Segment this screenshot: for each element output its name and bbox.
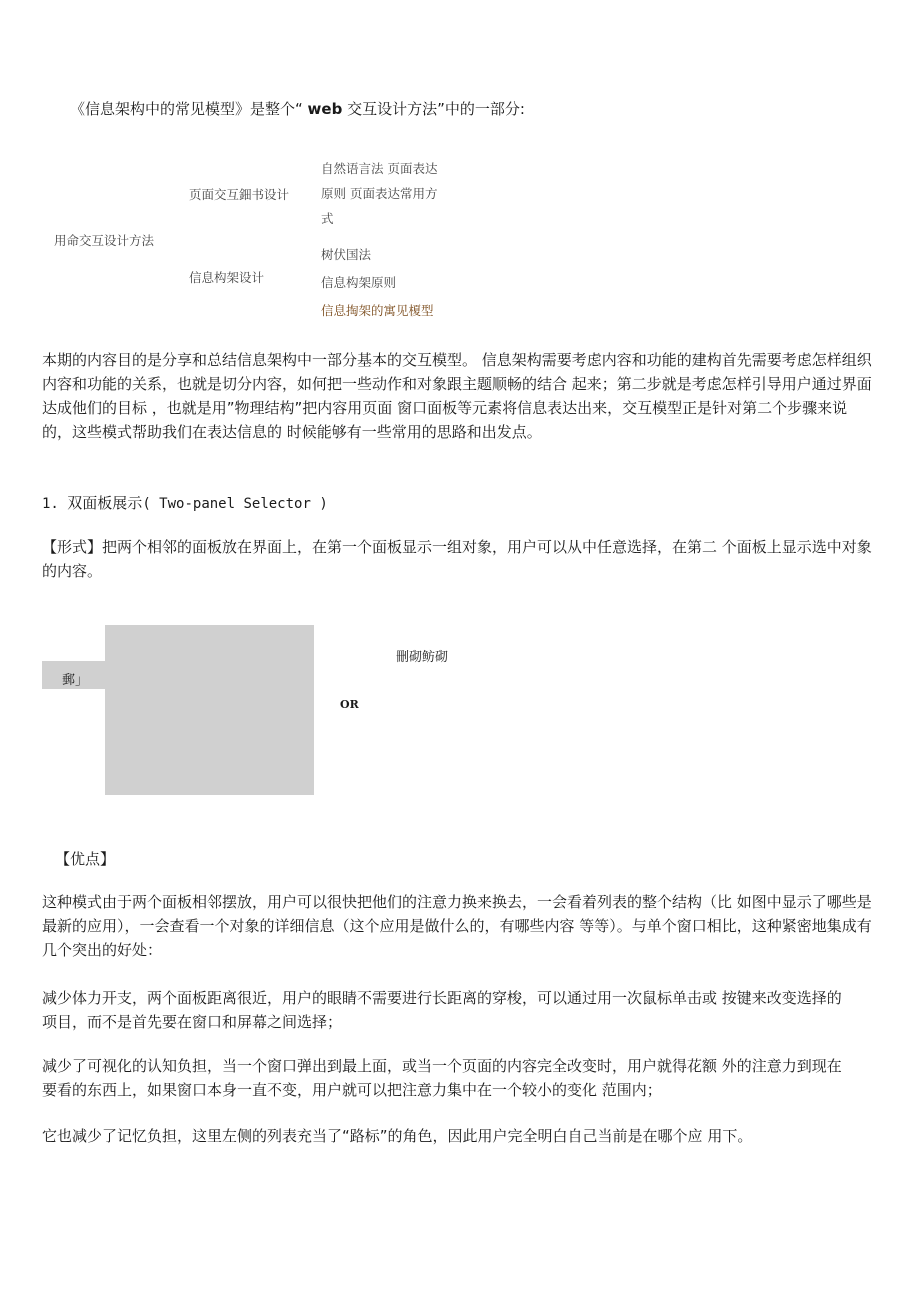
section-title-en: ( Two-panel Selector ) xyxy=(142,496,328,512)
section-title-cn: 双面板展示 xyxy=(67,494,143,512)
merits-heading: 【优点】 xyxy=(55,850,116,868)
merit-paragraph: 这种模式由于两个面板相邻摆放，用户可以很快把他们的注意力换来换去，一会看着列表的整个结构（比 如图中显示了哪些是最新的应用），一会查看一个对象的详细信息（这个应用是做什么的，有哪些内容 等等）。与单个窗口相比，这种紧密地集成有几个突出的好处： xyxy=(42,893,872,959)
section-number: 1. xyxy=(42,496,59,512)
form-paragraph: 【形式】把两个相邻的面板放在界面上，在第一个面板显示一组对象，用户可以从中任意选择，在第二 个面板上显示选中对象的内容。 xyxy=(42,538,872,580)
tree-branch-1: 页面交互鈿书设计 xyxy=(189,187,290,202)
benefit-2: 减少了可视化的认知负担，当一个窗口弹出到最上面，或当一个页面的内容完全改变时，用户就得花额 外的注意力到现在要看的东西上，如果窗口本身一直不变，用户就可以把注意力集中在一个较小的变化 范围内； xyxy=(42,1057,842,1099)
figure-right-label: 刪砌鲂砌 xyxy=(396,650,449,665)
benefit-1: 减少体力开支，两个面板距离很近，用户的眼睛不需要进行长距离的穿梭，可以通过用一次鼠标单击或 按键来改变选择的项目，而不是首先要在窗口和屏幕之间选择； xyxy=(42,989,842,1031)
tree-leaf: 树伏国法 xyxy=(321,247,372,262)
figure-or-label: OR xyxy=(340,698,359,711)
tree-branch-1-leaves: 自然语言法 页面表达原则 页面表达常用方式 xyxy=(321,161,438,226)
benefit-3: 它也减少了记忆负担，这里左侧的列表充当了“路标”的角色，因此用户完全明白自己当前是在哪个应 用下。 xyxy=(42,1127,753,1145)
figure-panel-top xyxy=(105,625,314,661)
tree-root: 用命交互设计方法 xyxy=(54,233,155,248)
figure-left-label: 郵」 xyxy=(62,673,89,688)
tree-branch-2: 信息构架设计 xyxy=(189,270,265,285)
figure-panel-main xyxy=(105,689,314,795)
tree-leaf-highlighted: 信息掏架的寓见榎型 xyxy=(321,303,434,318)
intro-line xyxy=(70,98,525,119)
intro-web: web xyxy=(307,100,343,118)
intro-suffix: 交互设计方法”中的一部分: xyxy=(342,100,525,118)
section-1-title xyxy=(42,492,328,513)
purpose-paragraph: 本期的内容目的是分享和总结信息架构中一部分基本的交互模型。 信息架构需要考虑内容和功能的建构首先需要考虑怎样组织内容和功能的关系，也就是切分内容，如何把一些动作和对象跟主题顺畅的结合 起来；第二步就是考虑怎样引导用户通过界面达成他们的目标 ，也就是用”物理结构”把内容用页面 窗口面板等元素将信息表达出来，交互模型正是针对第二个步骤来说的，这些模式帮助我们在表达信息的 时候能够有一些常用的思路和出发点。 xyxy=(42,351,872,441)
intro-prefix: 《信息架构中的常见模型》是整个“ xyxy=(70,100,308,118)
tree-leaf: 信息构架原则 xyxy=(321,275,397,290)
